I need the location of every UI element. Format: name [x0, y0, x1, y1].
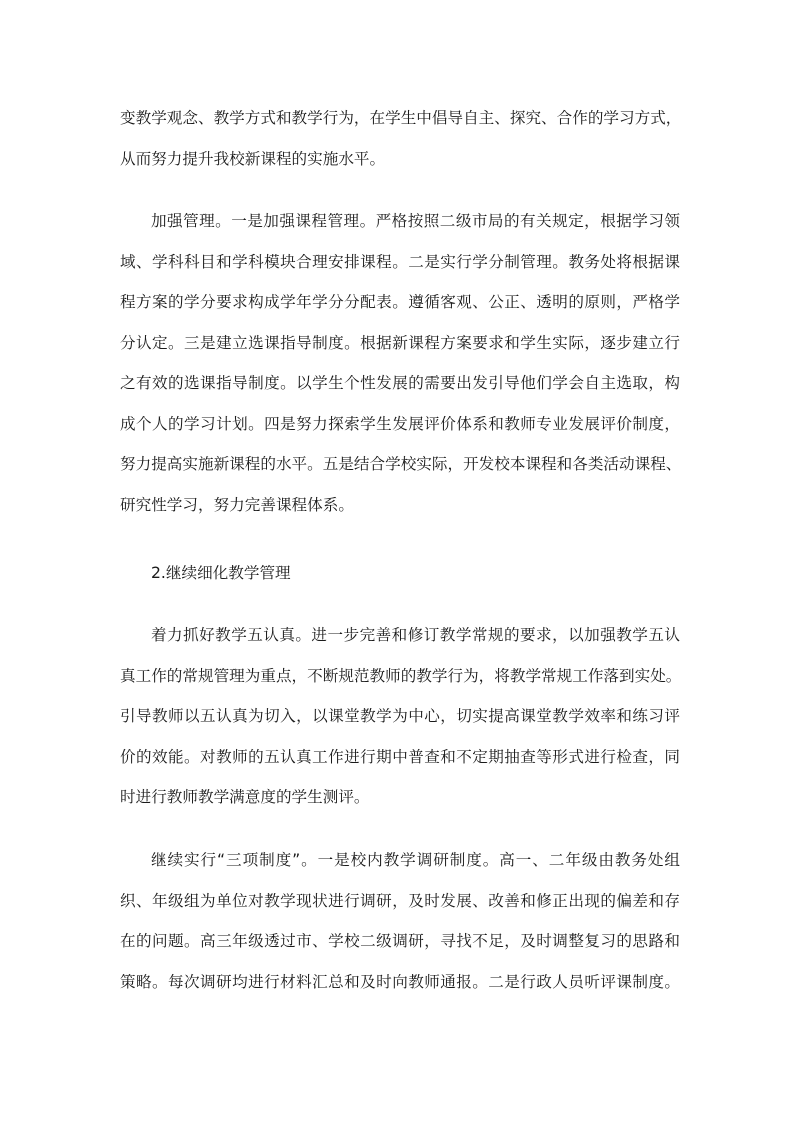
paragraph-line: 策略。每次调研均进行材料汇总和及时向教师通报。二是行政人员听评课制度。 — [120, 972, 680, 991]
section-heading-text: 2.继续细化教学管理 — [151, 564, 291, 582]
paragraph-three-systems — [120, 840, 680, 1002]
paragraph-line: 时进行教师教学满意度的学生测评。 — [120, 788, 370, 806]
paragraph-line: 研究性学习，努力完善课程体系。 — [120, 495, 354, 514]
paragraph-line: 分认定。三是建立选课指导制度。根据新课程方案要求和学生实际，逐步建立行 — [120, 333, 680, 352]
paragraph-line: 努力提高实施新课程的水平。五是结合学校实际，开发校本课程和各类活动课程、 — [120, 455, 682, 473]
paragraph-line: 真工作的常规管理为重点，不断规范教师的教学行为，将教学常规工作落到实处。 — [120, 666, 682, 685]
paragraph-line: 继续实行“三项制度”。一是校内教学调研制度。高一、二年级由教务处组 — [151, 851, 680, 869]
paragraph-line: 着力抓好教学五认真。进一步完善和修订教学常规的要求，以加强教学五认 — [151, 626, 680, 644]
paragraph-line: 之有效的选课指导制度。以学生个性发展的需要出发引导他们学会自主选取，构 — [120, 374, 680, 392]
paragraph-strengthen-management — [120, 201, 680, 525]
paragraph-line: 在的问题。高三年级透过市、学校二级调研，寻找不足，及时调整复习的思路和 — [120, 932, 680, 950]
section-heading — [120, 553, 680, 594]
paragraph-line: 变教学观念、教学方式和教学行为，在学生中倡导自主、探究、合作的学习方式， — [120, 109, 682, 127]
paragraph-line: 成个人的学习计划。四是努力探索学生发展评价体系和教师专业发展评价制度， — [120, 414, 680, 433]
paragraph-line: 域、学科科目和学科模块合理安排课程。二是实行学分制管理。教务处将根据课 — [120, 252, 680, 271]
paragraph-line: 程方案的学分要求构成学年学分分配表。遵循客观、公正、透明的原则，严格学 — [120, 293, 680, 311]
paragraph-teaching-reform — [120, 98, 680, 179]
paragraph-line: 织、年级组为单位对教学现状进行调研，及时发展、改善和修正出现的偏差和存 — [120, 891, 680, 910]
paragraph-line: 引导教师以五认真为切入，以课堂教学为中心，切实提高课堂教学效率和练习评 — [120, 707, 680, 725]
paragraph-line: 加强管理。一是加强课程管理。严格按照二级市局的有关规定，根据学习领 — [151, 212, 680, 230]
paragraph-line: 价的效能。对教师的五认真工作进行期中普查和不定期抽查等形式进行检查，同 — [120, 747, 680, 766]
paragraph-five-diligences — [120, 615, 680, 818]
paragraph-line: 从而努力提升我校新课程的实施水平。 — [120, 149, 386, 168]
